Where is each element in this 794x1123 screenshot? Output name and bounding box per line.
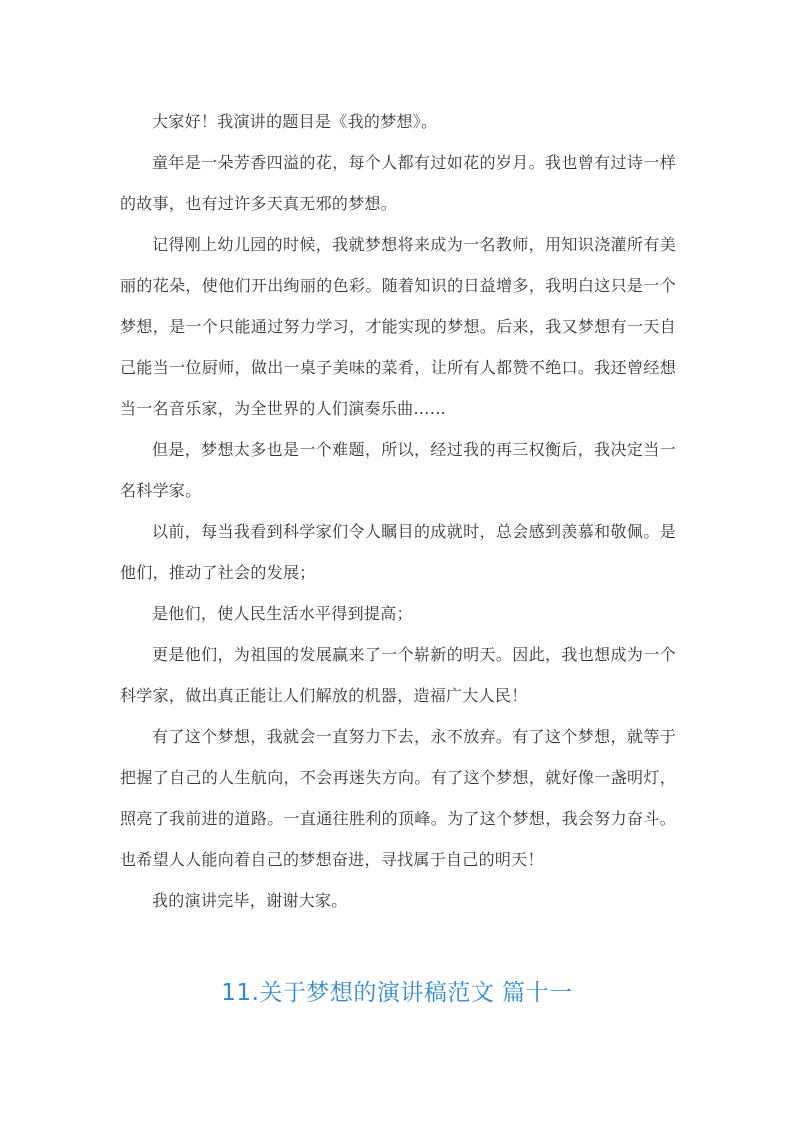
paragraph-greeting: 大家好！我演讲的题目是《我的梦想》。 bbox=[152, 112, 438, 131]
paragraph-dream-meaning: 有了这个梦想，我就会一直努力下去，永不放弃。有了这个梦想，就等于把握了自己的人生航向，不会再迷失方向。有了这个梦想，就好像一盏明灯，照亮了我前进的道路。一直通往胜利的顶峰。为了这个梦想，我会努力奋斗。也希望人人能向着自己的梦想奋进，寻找属于自己的明天！ bbox=[120, 727, 676, 869]
paragraph-admiration: 以前，每当我看到科学家们令人瞩目的成就时，总会感到羡慕和敬佩。是他们，推动了社会的发展； bbox=[120, 522, 676, 582]
paragraph-motherland: 更是他们，为祖国的发展赢来了一个崭新的明天。因此，我也想成为一个科学家，做出真正能让人们解放的机器，造福广大人民！ bbox=[120, 645, 676, 705]
speech-body bbox=[120, 101, 676, 921]
paragraph-early-dreams: 记得刚上幼儿园的时候，我就梦想将来成为一名教师，用知识浇灌所有美丽的花朵，使他们开出绚丽的色彩。随着知识的日益增多，我明白这只是一个梦想，是一个只能通过努力学习，才能实现的梦想。后来，我又梦想有一天自己能当一位厨师，做出一桌子美味的菜肴，让所有人都赞不绝口。我还曾经想当一名音乐家，为全世界的人们演奏乐曲…… bbox=[120, 235, 676, 418]
paragraph-childhood: 童年是一朵芳香四溢的花，每个人都有过如花的岁月。我也曾有过诗一样的故事，也有过许多天真无邪的梦想。 bbox=[120, 153, 676, 213]
paragraph-closing: 我的演讲完毕，谢谢大家。 bbox=[152, 891, 348, 910]
paragraph-decision: 但是，梦想太多也是一个难题，所以，经过我的再三权衡后，我决定当一名科学家。 bbox=[120, 440, 676, 500]
section-heading: 11.关于梦想的演讲稿范文 篇十一 bbox=[221, 980, 573, 1006]
paragraph-living-standard: 是他们，使人民生活水平得到提高； bbox=[152, 604, 413, 623]
